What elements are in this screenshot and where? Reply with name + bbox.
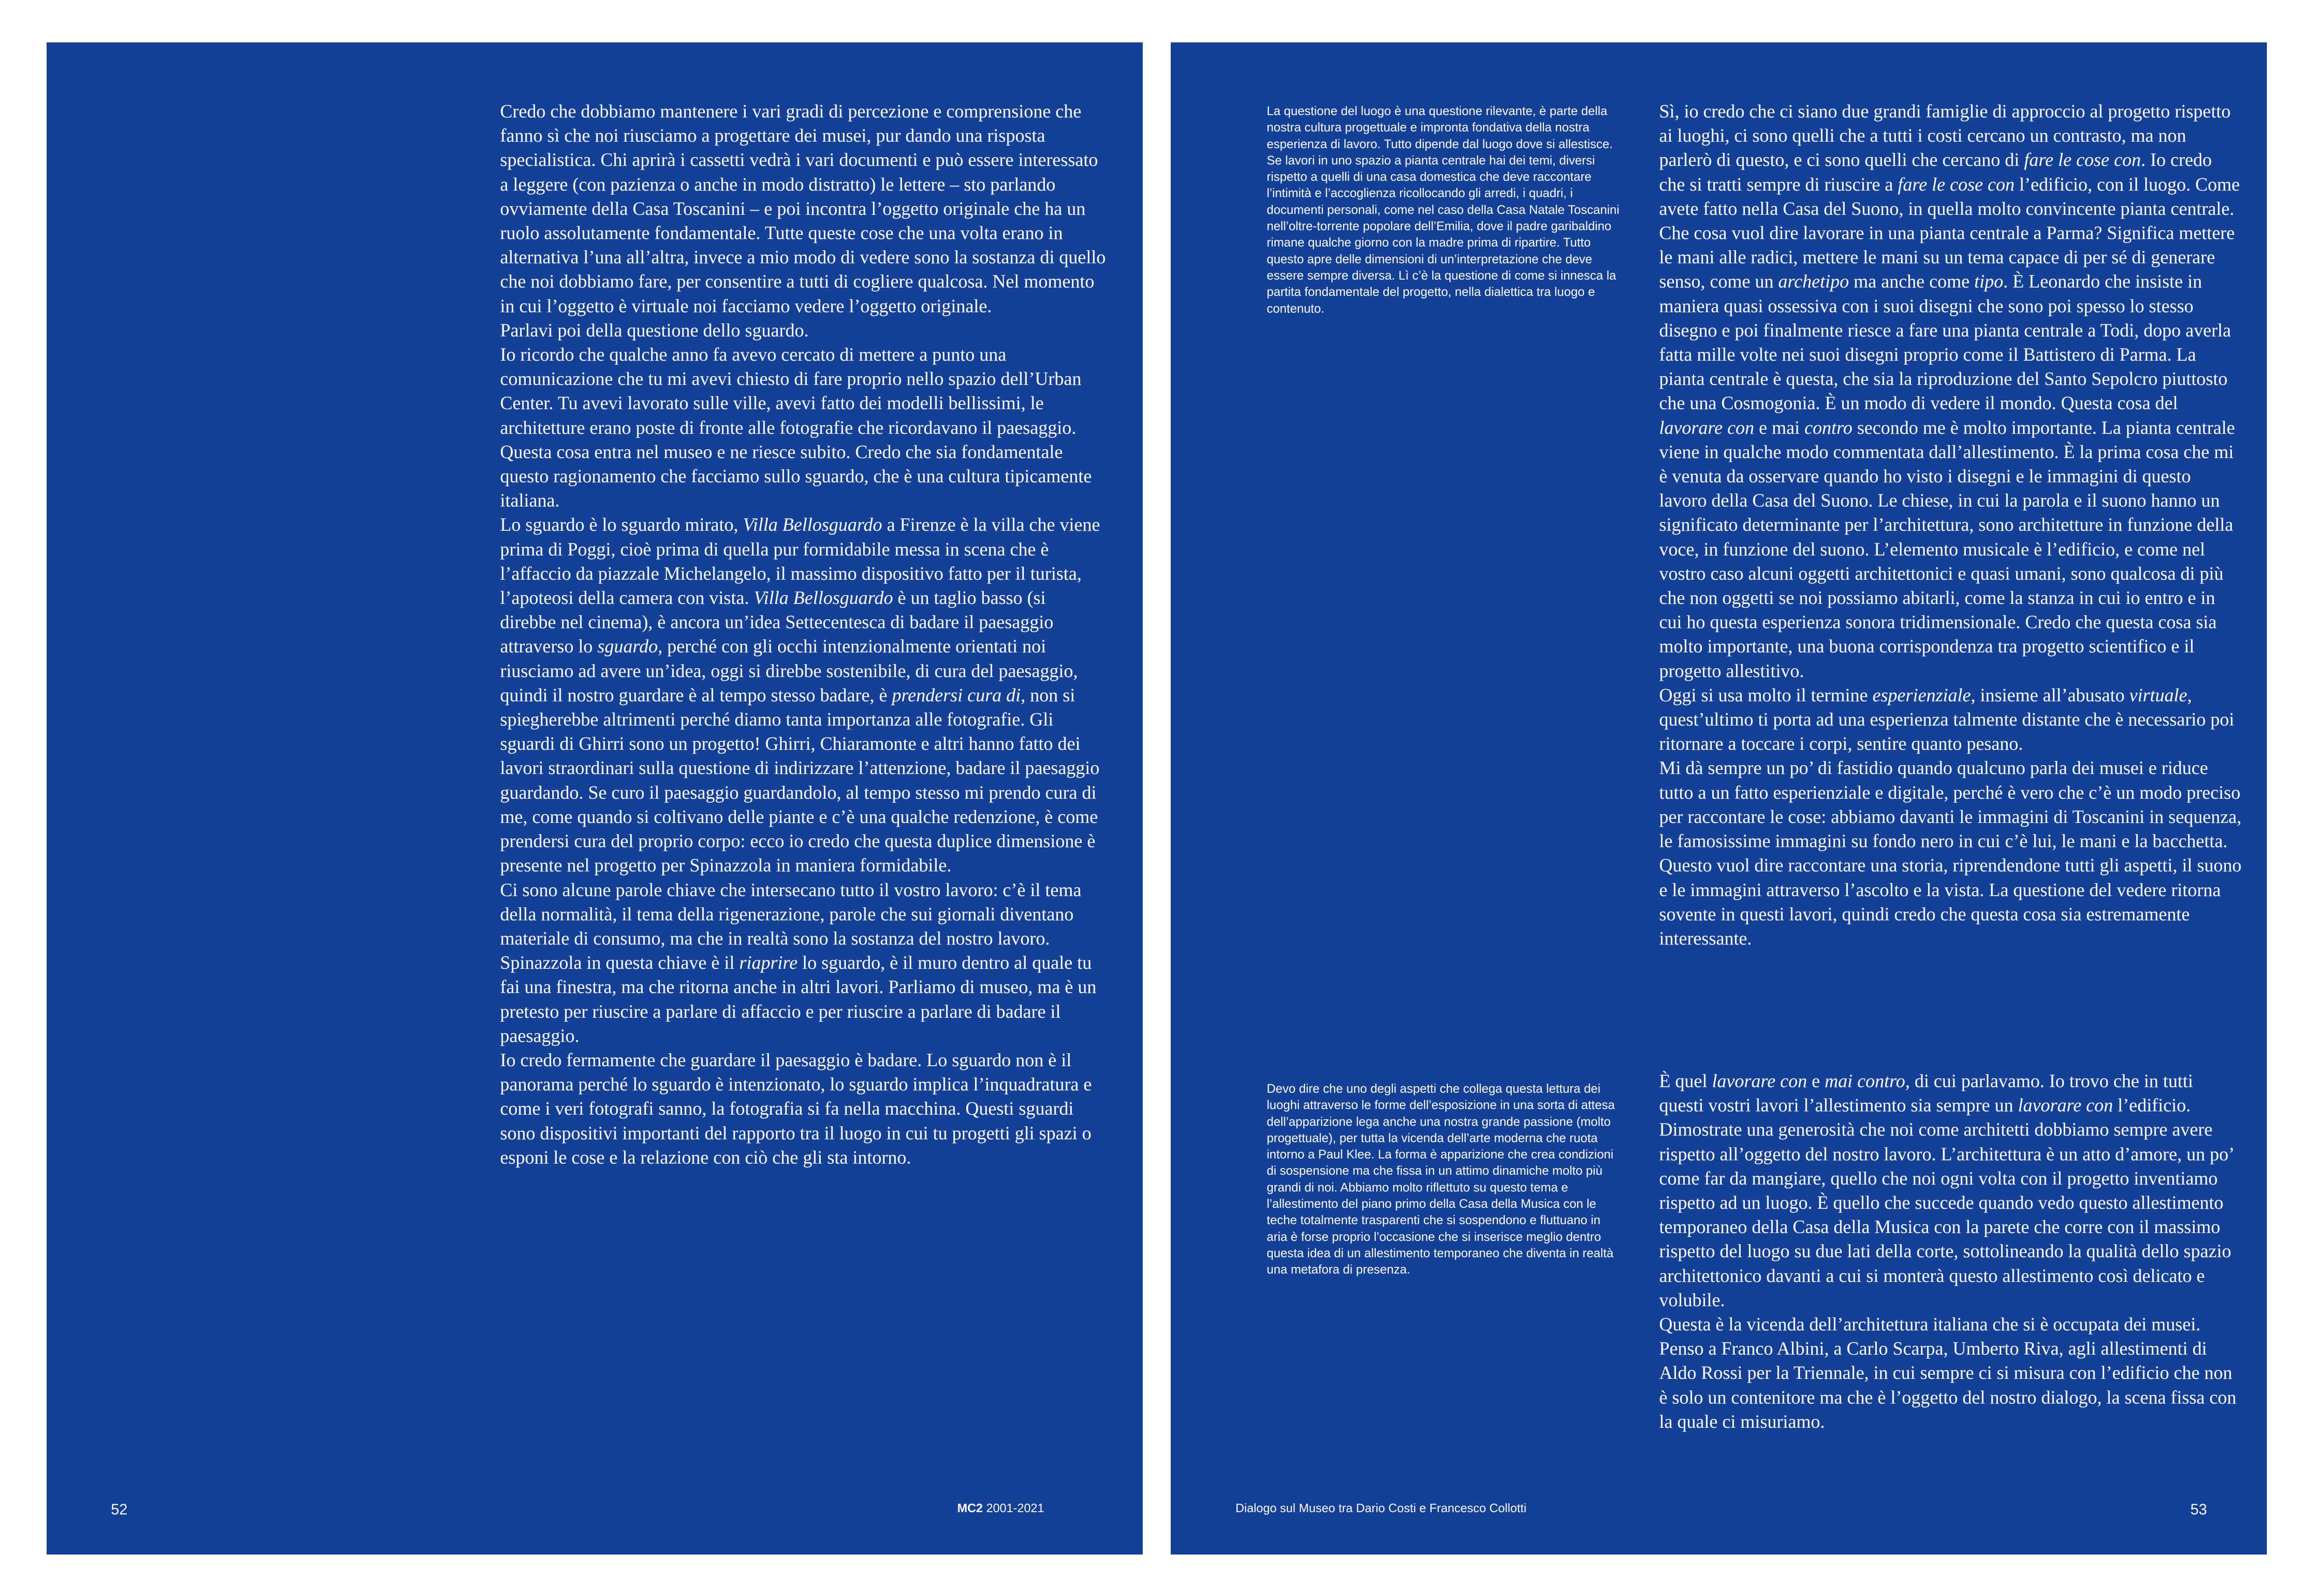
journal-name: MC2 [957, 1501, 983, 1515]
text-run: Che cosa vuol dire lavorare in una pianta centrale a Parma? Significa mettere le mani alle radici, mettere le mani su un tema capace di per sé di generare senso, come un [1659, 222, 2235, 292]
italic-phrase: sguardo [597, 636, 658, 657]
text-run: secondo me è molto importante. La pianta centrale viene in qualche modo commentata dall’allestimento. È la prima cosa che mi è venuta da osservare quando ho visto i disegni e le immagini di questo lavoro della Casa del Suono. Le chiese, in cui la parola e il suono hanno un significato determinante per l’architettura, sono architetture in funzione della voce, in funzione del suono. L’elemento musicale è l’edificio, e come nel vostro caso alcuni oggetti architettonici e quasi umani, sono qualcosa di più che non oggetti se noi possiamo abitarli, come la stanza in cui io entro e in cui ho questa esperienza sonora tridimensionale. Credo che questa cosa sia molto importante, una buona corrispondenza tra progetto scientifico e il progetto allestitivo. [1659, 417, 2235, 681]
paragraph [500, 318, 1106, 342]
running-head-left [957, 1501, 1044, 1515]
italic-phrase: esperienziale [1872, 684, 1971, 706]
text-run: È quel [1659, 1070, 1712, 1091]
left-page [47, 42, 1143, 1555]
paragraph [1659, 1312, 2242, 1434]
italic-phrase: Villa Bellosguardo [743, 514, 882, 535]
text-run: Credo che dobbiamo mantenere i vari gradi di percezione e comprensione che fanno sì che noi riusciamo a progettare dei musei, pur dando una risposta specialistica. Chi aprirà i cassetti vedrà i vari documenti e può essere interessato a leggere (con pazienza o anche in modo distratto) le lettere – sto parlando ovviamente della Casa Toscanini – e poi incontra l’oggetto originale che ha un ruolo assolutamente fondamentale. Tutte queste cose che una volta erano in alternativa l’una all’altra, invece a mio modo di vedere sono la sostanza di quello che noi dobbiamo fare, per consentire a tutti di cogliere qualcosa. Nel momento in cui l’oggetto è virtuale noi facciamo vedere l’oggetto originale. [500, 101, 1106, 316]
sidebar-bottom-text: Devo dire che uno degli aspetti che collega questa lettura dei luoghi attraverso le forme dell’esposizione in una sorta di attesa dell’apparizione lega anche una nostra grande passione (molto progettuale), per tutta la vicenda dell’arte moderna che ruota intorno a Paul Klee. La forma è apparizione che crea condizioni di sospensione ma che fissa in un attimo dinamiche molto più grandi di noi. Abbiamo molto riflettuto su questo tema e l’allestimento del piano primo della Casa della Musica con le teche totalmente trasparenti che si sospendono e fluttuano in aria è forse proprio l’occasione che si inserisce meglio dentro questa idea di un allestimento temporaneo che diventa in realtà una metafora di presenza. [1267, 1082, 1615, 1277]
text-run: Mi dà sempre un po’ di fastidio quando qualcuno parla dei musei e riduce tutto a un fatto esperienziale e digitale, perché è vero che c’è un modo preciso per raccontare le cose: abbiamo davanti le immagini di Toscanini in sequenza, le famosissime immagini su fondo nero in cui c’è lui, le mani e la bacchetta. Questo vuol dire raccontare una storia, riprendendone tutti gli aspetti, il suono e le immagini attraverso l’ascolto e la vista. La questione del vedere ritorna sovente in questi lavori, quindi credo che questa cosa sia estremamente interessante. [1659, 757, 2242, 949]
text-run: ma anche come [1849, 271, 1975, 292]
text-run: , insieme all’abusato [1970, 684, 2129, 706]
italic-phrase: tipo [1974, 271, 2004, 292]
paragraph [500, 878, 1106, 951]
journal-years: 2001-2021 [986, 1501, 1044, 1515]
right-page [1171, 42, 2267, 1555]
text-run: lo sguardo, è il muro dentro al quale tu fai una finestra, ma che ritorna anche in altri lavori. Parliamo di museo, ma è un pretesto per riuscire a parlare di affaccio e per riuscire a parlare di badare il paesaggio. [500, 952, 1097, 1046]
paragraph [500, 951, 1106, 1048]
paragraph [1659, 756, 2242, 951]
paragraph [500, 342, 1106, 513]
sidebar-top-text: La questione del luogo è una questione rilevante, è parte della nostra cultura progettuale e impronta fondativa della nostra esperienza di lavoro. Tutto dipende dal luogo dove si allestisce. Se lavori in uno spazio a pianta centrale hai dei temi, diversi rispetto a quelli di una casa domestica che deve raccontare l’intimità e l’accoglienza ricollocando gli arredi, i quadri, i documenti personali, come nel caso della Casa Natale Toscanini nell’oltre-torrente popolare dell’Emilia, dove il padre garibaldino rimane qualche giorno con la madre prima di ripartire. Tutto questo apre delle dimensioni di un’interpretazione che deve essere sempre diversa. Lì c’è la questione di come si innesca la partita fondamentale del progetto, nella dialettica tra luogo e contenuto. [1267, 104, 1620, 315]
text-run: Spinazzola in questa chiave è il [500, 952, 740, 973]
paragraph [500, 99, 1106, 318]
italic-phrase: mai contro [1825, 1070, 1906, 1091]
text-run: a Firenze è la villa che viene prima di Poggi, cioè prima di quella pur formidabile messa in scena che è l’affaccio da piazzale Michelangelo, il massimo dispositivo fatto per il turista, l’apoteosi della camera con vista. [500, 514, 1100, 609]
text-run: , non si spiegherebbe altrimenti perché diamo tanta importanza alle fotografie. Gli sguardi di Ghirri sono un progetto! Ghirri, Chiaramonte e altri hanno fatto dei lavori straordinari sulla questione di indirizzare l’attenzione, badare il paesaggio guardando. Se curo il paesaggio guardandolo, al tempo stesso mi prendo cura di me, come quando si coltivano delle piante e c’è una qualche redenzione, è come prendersi cura del proprio corpo: ecco io credo che questa duplice dimensione è presente nel progetto per Spinazzola in maniera formidabile. [500, 684, 1100, 876]
sidebar-question-top [1267, 103, 1621, 317]
text-run: Lo sguardo è lo sguardo mirato, [500, 514, 743, 535]
italic-phrase: prendersi cura di [892, 684, 1021, 706]
text-run: l’edificio. Dimostrate una generosità che noi come architetti dobbiamo sempre avere rispetto all’oggetto del nostro lavoro. L’architettura è un atto d’amore, un po’ come far da mangiare, quello che noi ogni volta con il progetto inventiamo rispetto ad un luogo. È quello che succede quando vedo questo allestimento temporaneo della Casa della Musica con la parete che corre con il massimo rispetto del luogo su due lati della corte, sottolineando la qualità dello spazio architettonico davanti a cui si monterà questo allestimento così delicato e volubile. [1659, 1095, 2233, 1310]
text-run: Ci sono alcune parole chiave che intersecano tutto il vostro lavoro: c’è il tema della normalità, il tema della rigenerazione, parole che sui giornali diventano materiale di consumo, ma che in realtà sono la sostanza del nostro lavoro. [500, 879, 1082, 949]
italic-phrase: archetipo [1778, 271, 1849, 292]
paragraph [1659, 99, 2242, 221]
text-run: , di cui parlavamo. Io trovo che in tutti questi vostri lavori l’allestimento sia sempre un [1659, 1070, 2193, 1116]
text-run: è un taglio basso (si direbbe nel cinema), è ancora un’idea Settecentesca di badare il paesaggio attraverso lo [500, 587, 1054, 657]
italic-phrase: Villa Bellosguardo [754, 587, 893, 609]
text-run: Questa è la vicenda dell’architettura italiana che si è occupata dei musei. Penso a Franco Albini, a Carlo Scarpa, Umberto Riva, agli allestimenti di Aldo Rossi per la Triennale, in cui sempre ci si misura con l’edificio che non è solo un contenitore ma che è l’oggetto del nostro dialogo, la scena fissa con la quale ci misuriamo. [1659, 1314, 2237, 1432]
right-body-text-bottom [1659, 1069, 2242, 1434]
paragraph [1659, 683, 2242, 756]
italic-phrase: riaprire [739, 952, 798, 973]
text-run: , quest’ultimo ti porta ad una esperienza talmente distante che è necessario poi ritornare a toccare i corpi, sentire quanto pesano. [1659, 684, 2234, 754]
italic-phrase: fare le cose con [1898, 173, 2015, 195]
text-run: l’edificio, con il luogo. Come avete fatto nella Casa del Suono, in quella molto convincente pianta centrale. [1659, 173, 2240, 219]
paragraph [1659, 1069, 2242, 1312]
right-body-text-top [1659, 99, 2242, 951]
paragraph [1659, 221, 2242, 683]
text-run: Io ricordo che qualche anno fa avevo cercato di mettere a punto una comunicazione che tu mi avevi chiesto di fare proprio nello spazio dell’Urban Center. Tu avevi lavorato sulle ville, avevi fatto dei modelli bellissimi, le architetture erano poste di fronte alle fotografie che ricordavano il paesaggio. Questa cosa entra nel museo e ne riesce subito. Credo che sia fondamentale questo ragionamento che facciamo sullo sguardo, che è una cultura tipicamente italiana. [500, 344, 1092, 511]
text-run: Oggi si usa molto il termine [1659, 684, 1873, 706]
text-run: , perché con gli occhi intenzionalmente orientati noi riusciamo ad avere un’idea, oggi si direbbe sostenibile, di cura del paesaggio, quindi il nostro guardare è al tempo stesso badare, è [500, 636, 1078, 706]
text-run: e [1807, 1070, 1825, 1091]
italic-phrase: virtuale [2129, 684, 2188, 706]
text-run: Io credo fermamente che guardare il paesaggio è badare. Lo sguardo non è il panorama perché lo sguardo è intenzionato, lo sguardo implica l’inquadratura e come i veri fotografi sanno, la fotografia si fa nella macchina. Questi sguardi sono dispositivi importanti del rapporto tra il luogo in cui tu progetti gli spazi o esponi le cose e la relazione con ciò che gli sta intorno. [500, 1049, 1092, 1168]
text-run: . È Leonardo che insiste in maniera quasi ossessiva con i suoi disegni che sono poi spesso lo stesso disegno e poi finalmente riesce a fare una pianta centrale a Todi, dopo averla fatta mille volte nei suoi disegni proprio come il Battistero di Parma. La pianta centrale è questa, che sia la riproduzione del Santo Sepolcro piuttosto che una Cosmogonia. È un modo di vedere il mondo. Questa cosa del [1659, 271, 2231, 414]
italic-phrase: lavorare con [1659, 417, 1755, 438]
text-run: Parlavi poi della questione dello sguardo. [500, 319, 809, 341]
italic-phrase: contro [1804, 417, 1853, 438]
italic-phrase: fare le cose con [2024, 149, 2141, 171]
italic-phrase: lavorare con [1712, 1070, 1807, 1091]
italic-phrase: lavorare con [2018, 1095, 2113, 1116]
text-run: . Io credo che si tratti sempre di riuscire a [1659, 149, 2212, 195]
paragraph [500, 1048, 1106, 1170]
sidebar-question-bottom [1267, 1081, 1621, 1278]
page-number-left: 52 [111, 1501, 128, 1518]
running-head-right: Dialogo sul Museo tra Dario Costi e Francesco Collotti [1235, 1501, 1527, 1515]
left-body-text [500, 99, 1106, 1170]
text-run: e mai [1754, 417, 1805, 438]
paragraph [500, 513, 1106, 877]
page-number-right: 53 [2190, 1501, 2207, 1518]
text-run: Sì, io credo che ci siano due grandi famiglie di approccio al progetto rispetto ai luoghi, ci sono quelli che a tutti i costi cercano un contrasto, ma non parlerò di questo, e ci sono quelli che cercano di [1659, 101, 2231, 171]
